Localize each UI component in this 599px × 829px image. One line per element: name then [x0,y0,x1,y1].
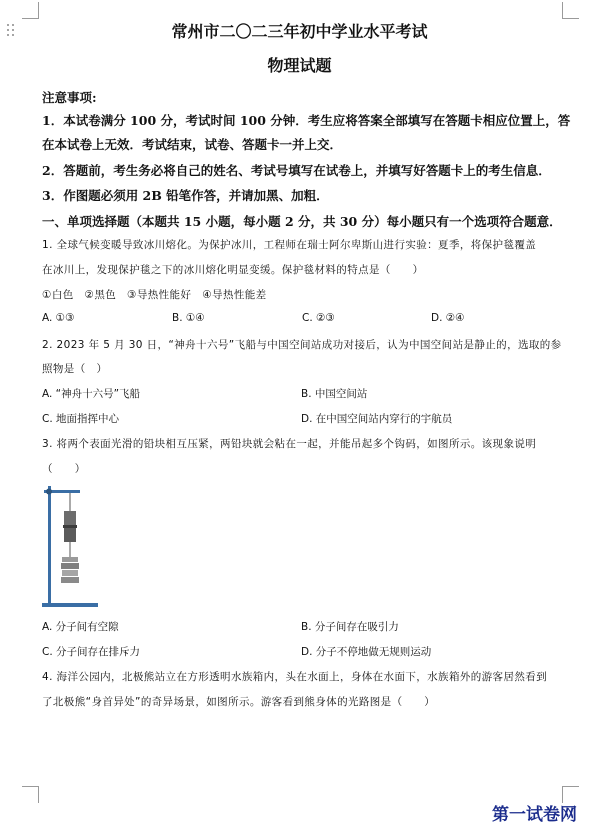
lower-lead-block [64,528,76,542]
question-2-line: 照物是（ ） [42,363,108,375]
question-4-line: 4. 海洋公园内，北极熊站立在方形透明水族箱内，头在水面上，身体在水面下，水族箱外的游客居然看到 [42,671,548,683]
hook-weights [61,557,79,583]
option-b: B. ①④ [172,312,205,324]
option-d: D. ②④ [431,312,465,324]
option-b: B. 分子间存在吸引力 [301,621,399,633]
question-3-line: 3. 将两个表面光滑的铅块相互压紧，两铅块就会粘在一起，并能吊起多个钩码，如图所示。该现象说明 [42,438,537,450]
option-d: D. 分子不停地做无规则运动 [301,646,432,658]
section-heading: 一、单项选择题（本题共 15 小题，每小题 2 分，共 30 分）每小题只有一个选项符合题意． [42,214,562,229]
exam-title: 常州市二〇二三年初中学业水平考试 [171,22,428,41]
site-watermark: 第一试卷网 [492,805,577,825]
upper-lead-block [64,511,76,525]
notice-item: 2．答题前，考生务必将自己的姓名、考试号填写在试卷上，并填写好答题卡上的考生信息． [42,163,551,178]
question-1-line: 在冰川上，发现保护毯之下的冰川熔化明显变缓。保护毯材料的特点是（ ） [42,264,424,276]
question-1-choices: ①白色 ②黑色 ③导热性能好 ④导热性能差 [42,289,267,301]
lead-blocks-stand-figure [40,483,102,611]
question-3-line: （ ） [42,463,86,475]
crop-mark-bottom-left [22,786,39,803]
question-1-line: 1. 全球气候变暖导致冰川熔化。为保护冰川，工程师在瑞士阿尔卑斯山进行实验：夏季，将保护毯覆盖 [42,239,537,251]
option-b: B. 中国空间站 [301,388,368,400]
option-c: C. 分子间存在排斥力 [42,646,141,658]
crop-mark-top-left [22,2,39,19]
crop-mark-top-right [562,2,579,19]
option-a: A. “神舟十六号”飞船 [42,388,141,400]
option-c: C. 地面指挥中心 [42,413,120,425]
question-4-line: 了北极熊“身首异处”的奇异场景，如图所示。游客看到熊身体的光路图是（ ） [42,696,436,708]
notice-item: 在本试卷上无效．考试结束，试卷、答题卡一并上交． [42,137,343,152]
option-a: A. ①③ [42,312,75,324]
question-2-line: 2. 2023 年 5 月 30 日，“神舟十六号”飞船与中国空间站成功对接后，认为中国空间站是静止的，选取的参 [42,339,562,351]
notice-item: 1．本试卷满分 100 分，考试时间 100 分钟．考生应将答案全部填写在答题卡相应位置上，答 [42,113,571,128]
option-c: C. ②③ [302,312,335,324]
option-a: A. 分子间有空隙 [42,621,119,633]
option-d: D. 在中国空间站内穿行的宇航员 [301,413,453,425]
notice-heading: 注意事项: [42,90,97,105]
notice-item: 3．作图题必须用 2B 铅笔作答，并请加黑、加粗． [42,188,329,203]
exam-subtitle: 物理试题 [267,56,332,75]
